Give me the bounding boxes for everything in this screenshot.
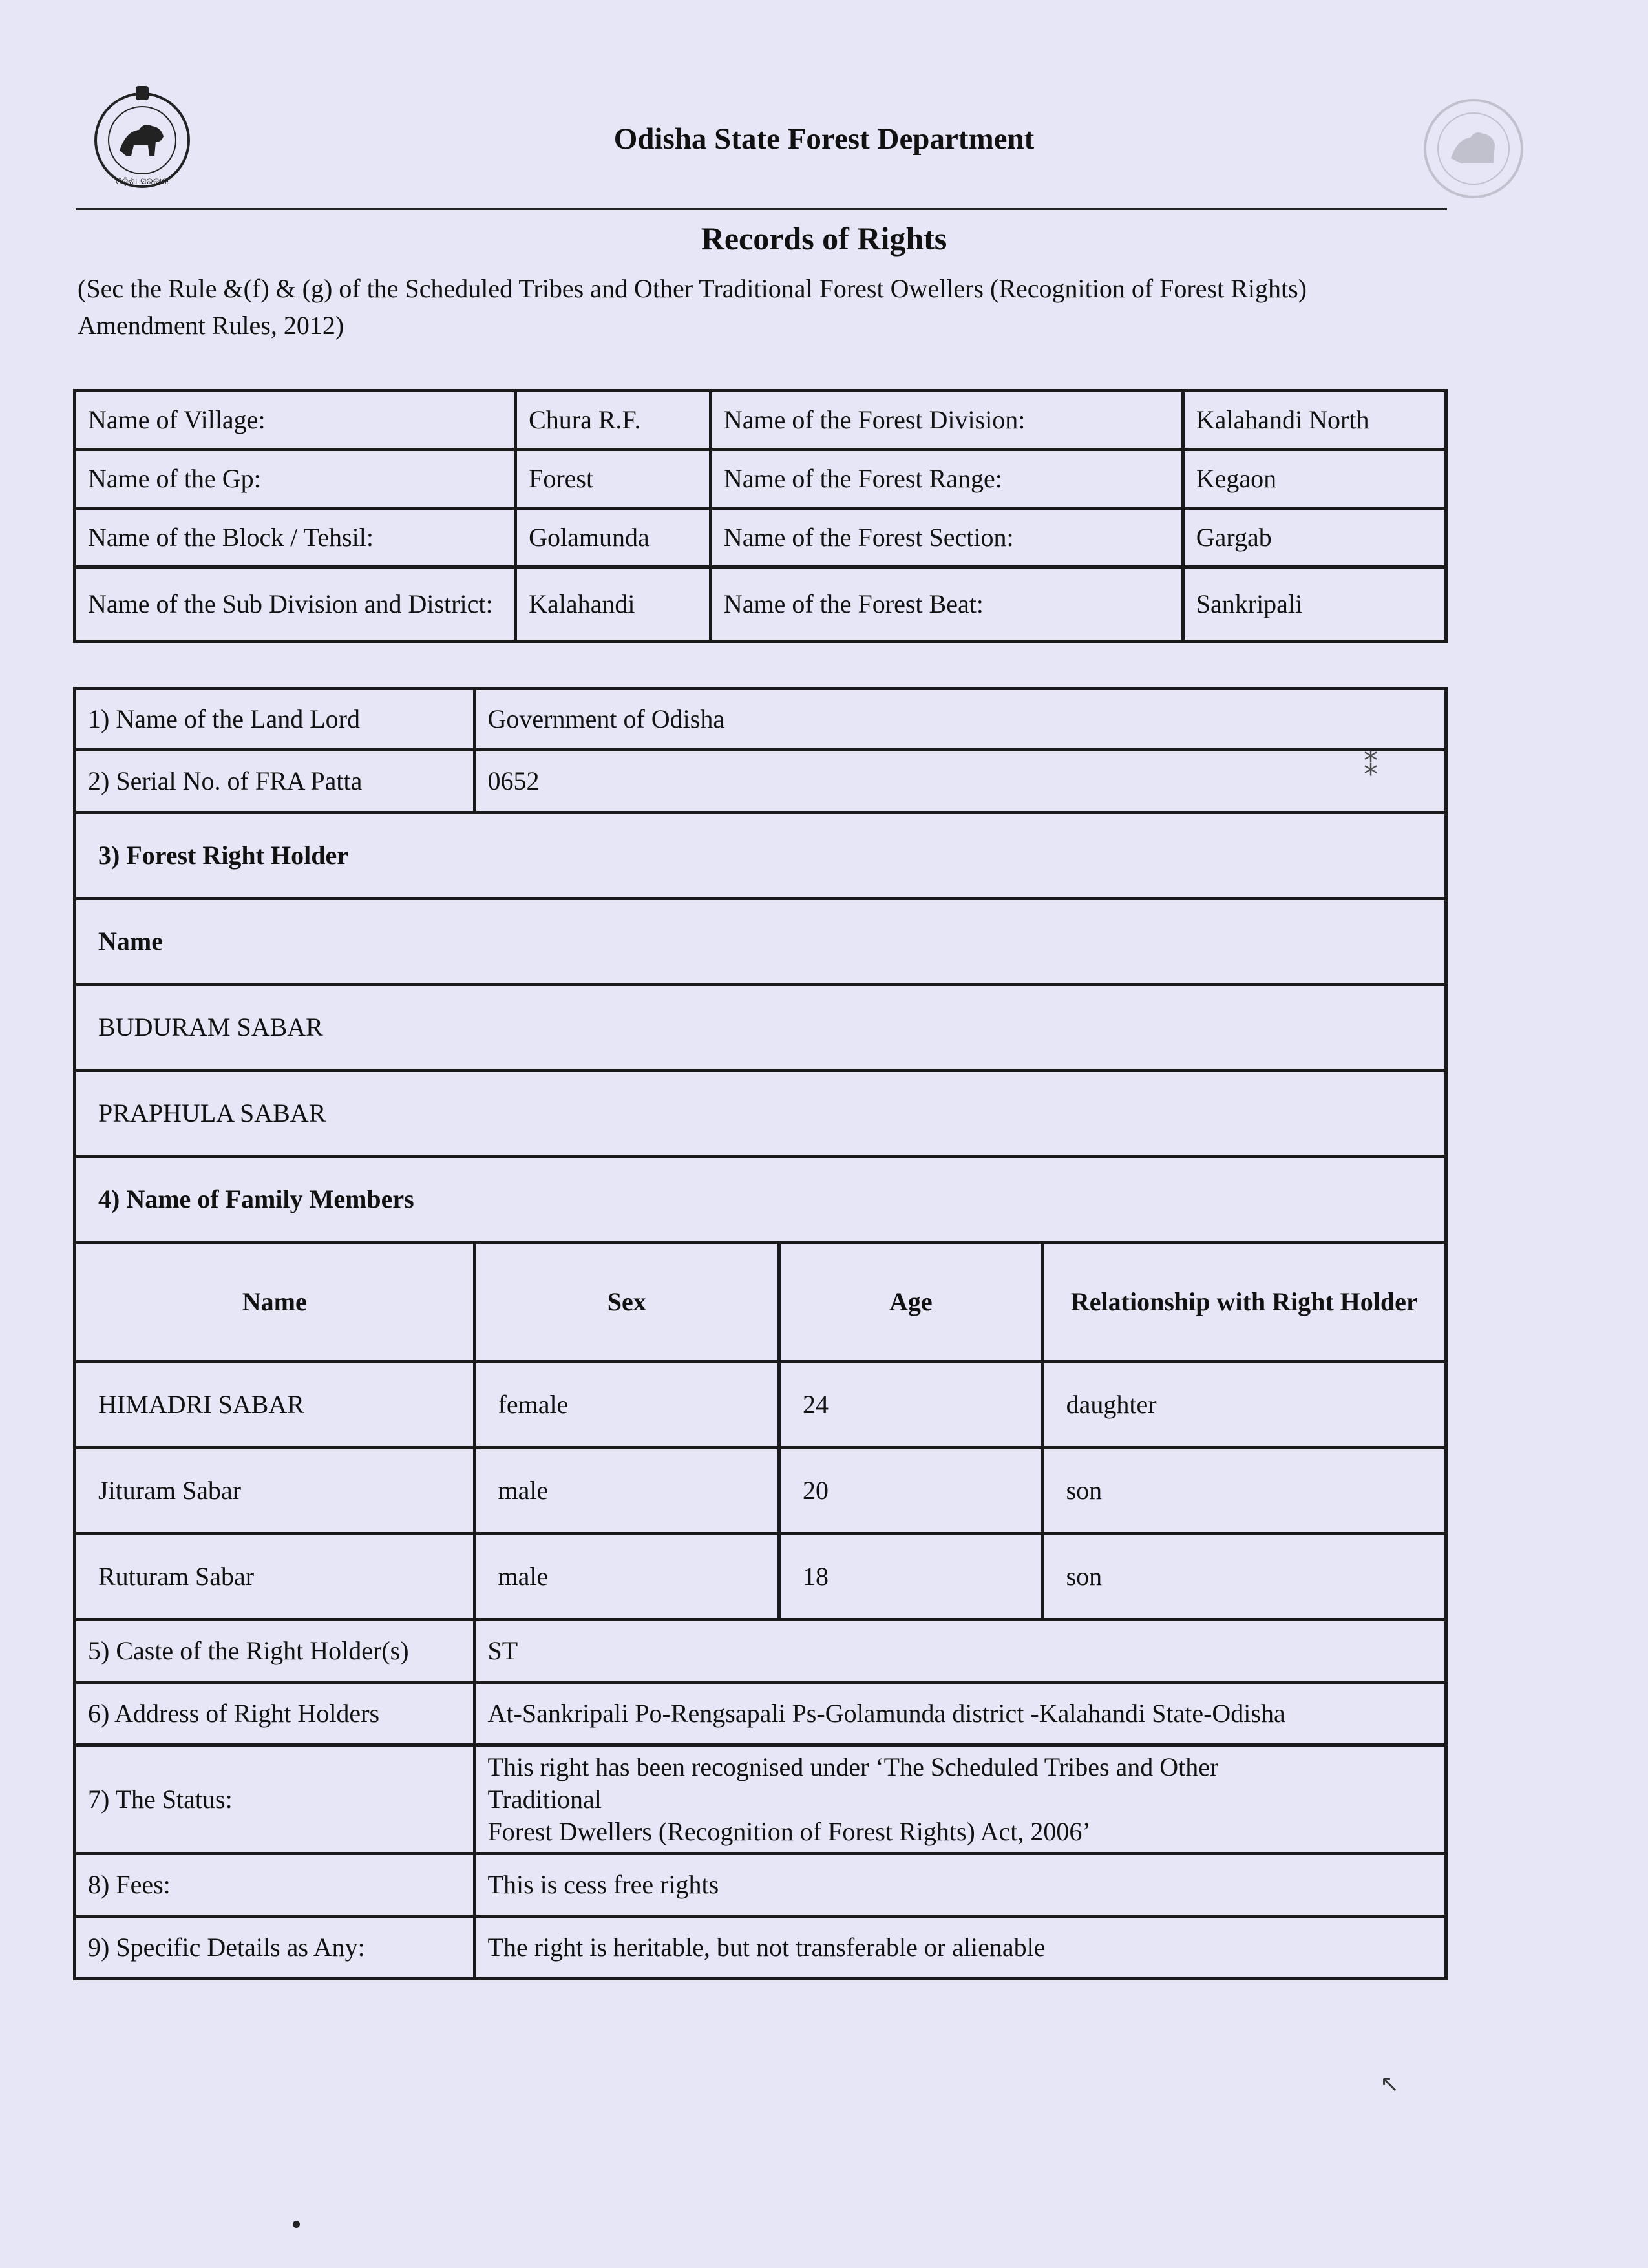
family-member-name: HIMADRI SABAR — [75, 1362, 475, 1448]
specific-label: 9) Specific Details as Any: — [75, 1916, 475, 1979]
holder-name-heading: Name — [75, 899, 1446, 985]
fees-label: 8) Fees: — [75, 1854, 475, 1916]
family-member-sex: female — [474, 1362, 779, 1448]
family-member-age: 24 — [779, 1362, 1043, 1448]
rights-details-table — [73, 687, 1448, 1980]
status-line: This right has been recognised under ‘The Scheduled Tribes and Other Traditional — [487, 1752, 1219, 1814]
caste-label: 5) Caste of the Right Holder(s) — [75, 1620, 475, 1683]
family-member-sex: male — [474, 1448, 779, 1534]
table-row — [75, 450, 1446, 509]
document-subtitle: (Sec the Rule &(f) & (g) of the Scheduled Tribes and Other Traditional Forest Owellers (Recognition of Forest Rights) Amendment Rules, 2012) — [78, 274, 1307, 340]
table-row — [75, 1854, 1446, 1916]
block-value: Golamunda — [516, 509, 711, 567]
location-table — [73, 389, 1448, 643]
table-row — [75, 567, 1446, 642]
beat-label: Name of the Forest Beat: — [710, 567, 1183, 642]
village-label: Name of Village: — [75, 391, 516, 450]
status-label: 7) The Status: — [75, 1745, 475, 1854]
family-member-name: Ruturam Sabar — [75, 1534, 475, 1620]
table-row — [75, 1534, 1446, 1620]
section-value: Gargab — [1183, 509, 1446, 567]
table-row — [75, 1157, 1446, 1243]
address-value: At-Sankripali Po-Rengsapali Ps-Golamunda district -Kalahandi State-Odisha — [474, 1683, 1446, 1745]
table-row — [75, 899, 1446, 985]
margin-mark: ↖ — [1380, 2071, 1400, 2097]
address-label: 6) Address of Right Holders — [75, 1683, 475, 1745]
beat-value: Sankripali — [1183, 567, 1446, 642]
landlord-value: Government of Odisha — [474, 689, 1446, 750]
table-row — [75, 1683, 1446, 1745]
family-col-name: Name — [75, 1243, 475, 1362]
margin-dot — [293, 2221, 300, 2228]
family-member-age: 18 — [779, 1534, 1043, 1620]
department-title: Odisha State Forest Department — [613, 122, 1035, 156]
specific-value: The right is heritable, but not transferable or alienable — [474, 1916, 1446, 1979]
family-member-relation: daughter — [1042, 1362, 1446, 1448]
table-row — [75, 985, 1446, 1071]
table-row — [75, 813, 1446, 899]
holder-name: BUDURAM SABAR — [75, 985, 1446, 1071]
family-member-relation: son — [1042, 1534, 1446, 1620]
header-divider — [76, 208, 1447, 210]
family-member-sex: male — [474, 1534, 779, 1620]
family-member-age: 20 — [779, 1448, 1043, 1534]
table-row — [75, 1620, 1446, 1683]
caste-value: ST — [474, 1620, 1446, 1683]
gp-label: Name of the Gp: — [75, 450, 516, 509]
table-row — [75, 750, 1446, 813]
family-header-row — [75, 1243, 1446, 1362]
holder-name: PRAPHULA SABAR — [75, 1071, 1446, 1157]
section-label: Name of the Forest Section: — [710, 509, 1183, 567]
village-value: Chura R.F. — [516, 391, 711, 450]
status-line: Forest Dwellers (Recognition of Forest Rights) Act, 2006’ — [487, 1816, 1091, 1846]
subdivision-value: Kalahandi — [516, 567, 711, 642]
division-label: Name of the Forest Division: — [710, 391, 1183, 450]
family-col-sex: Sex — [474, 1243, 779, 1362]
family-heading: 4) Name of Family Members — [75, 1157, 1446, 1243]
range-label: Name of the Forest Range: — [710, 450, 1183, 509]
table-row — [75, 1916, 1446, 1979]
range-value: Kegaon — [1183, 450, 1446, 509]
document-title: Records of Rights — [701, 220, 947, 257]
patta-value: 0652 — [474, 750, 1446, 813]
fees-value: This is cess free rights — [474, 1854, 1446, 1916]
margin-mark: ⁑ — [1364, 750, 1378, 782]
table-row — [75, 509, 1446, 567]
family-col-age: Age — [779, 1243, 1043, 1362]
table-row — [75, 689, 1446, 750]
block-label: Name of the Block / Tehsil: — [75, 509, 516, 567]
family-member-relation: son — [1042, 1448, 1446, 1534]
family-col-relationship: Relationship with Right Holder — [1042, 1243, 1446, 1362]
division-value: Kalahandi North — [1183, 391, 1446, 450]
gp-value: Forest — [516, 450, 711, 509]
holder-heading: 3) Forest Right Holder — [75, 813, 1446, 899]
family-member-name: Jituram Sabar — [75, 1448, 475, 1534]
svg-text:ଓଡ଼ିଶା ସରକାର: ଓଡ଼ିଶା ସରକାର — [116, 176, 169, 187]
table-row — [75, 391, 1446, 450]
landlord-label: 1) Name of the Land Lord — [75, 689, 475, 750]
subdivision-label: Name of the Sub Division and District: — [75, 567, 516, 642]
patta-label: 2) Serial No. of FRA Patta — [75, 750, 475, 813]
status-value — [474, 1745, 1446, 1854]
table-row — [75, 1745, 1446, 1854]
table-row — [75, 1071, 1446, 1157]
table-row — [75, 1448, 1446, 1534]
table-row — [75, 1362, 1446, 1448]
